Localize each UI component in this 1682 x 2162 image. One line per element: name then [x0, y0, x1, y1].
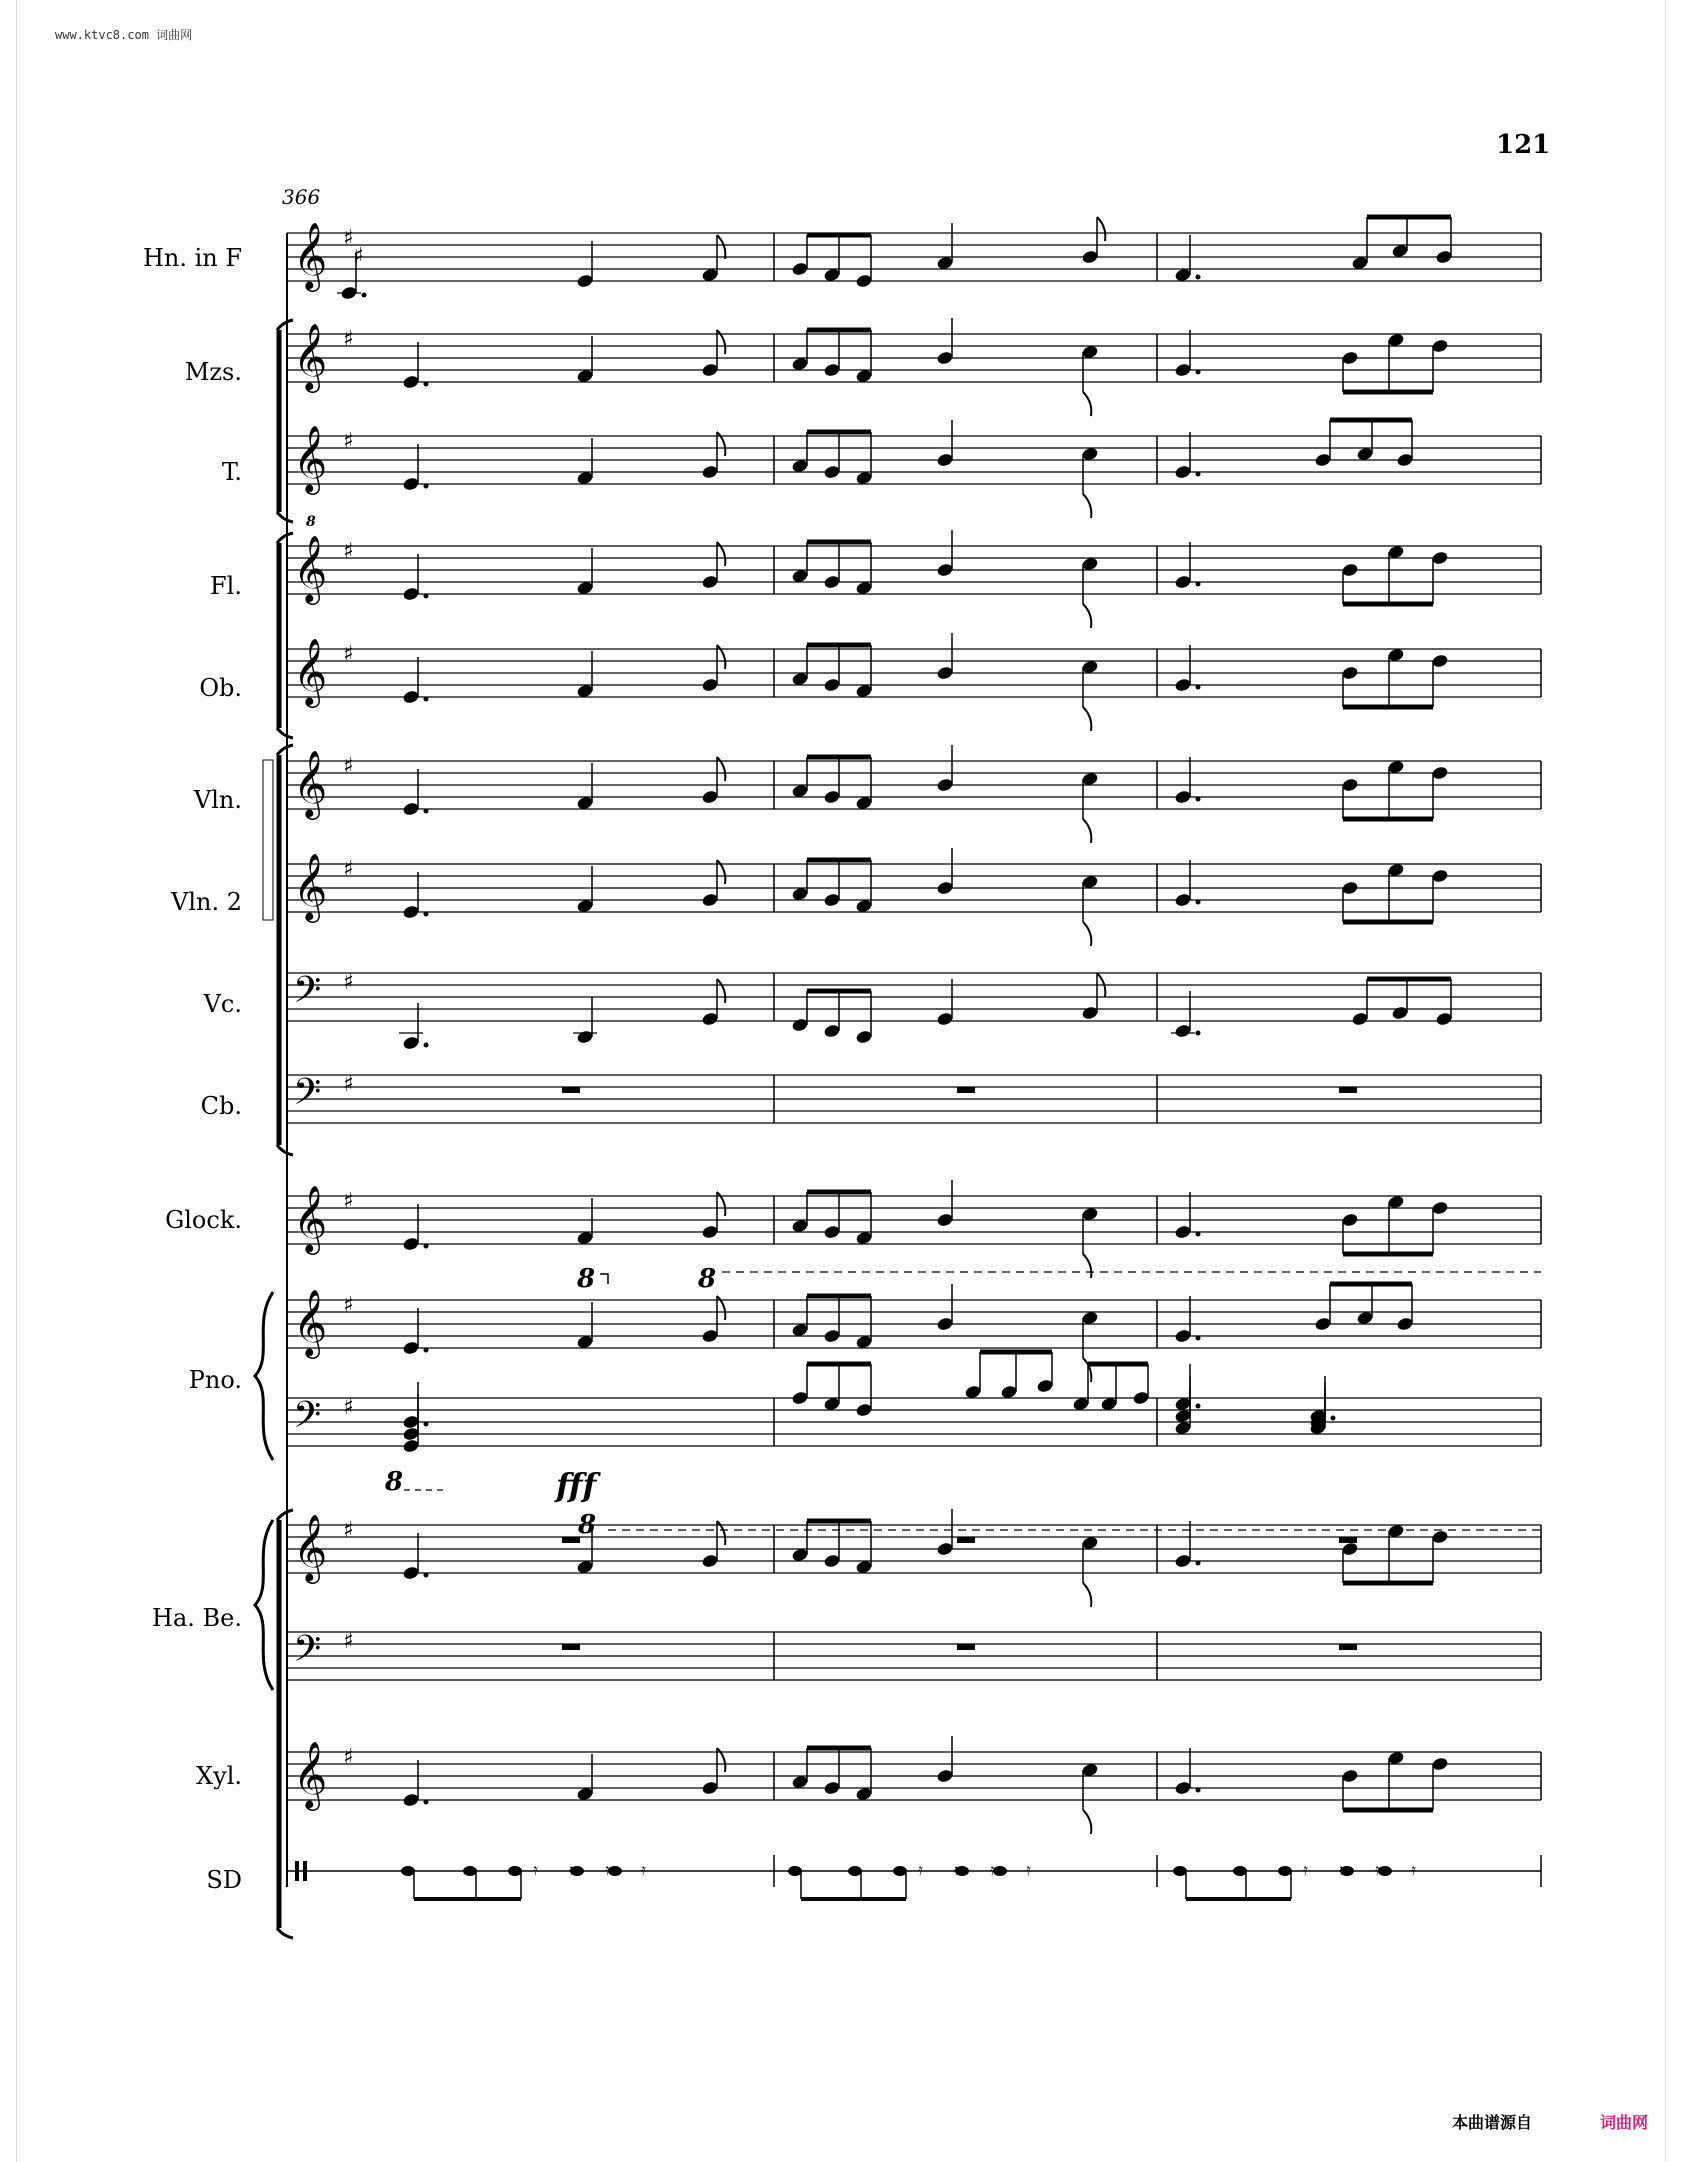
instrument-label: Ob. — [199, 674, 242, 702]
bass-clef-icon: 𝄢 — [293, 969, 322, 1020]
note-head — [1233, 1866, 1247, 1876]
note-head — [1173, 1866, 1187, 1876]
note-flag — [1083, 1810, 1091, 1834]
instrument-label: Vc. — [203, 990, 242, 1018]
sharp-icon: ♯ — [343, 539, 354, 564]
note-head — [1378, 1866, 1392, 1876]
sharp-icon: ♯ — [343, 327, 354, 352]
sharp-icon: ♯ — [343, 1745, 354, 1770]
note-dot — [424, 1422, 429, 1427]
treble-clef-icon: 𝄞 — [293, 1513, 328, 1581]
treble-clef-icon: 𝄞 — [293, 534, 328, 602]
note-dot — [424, 809, 429, 814]
sharp-icon: ♯ — [353, 244, 364, 269]
note-dot — [362, 293, 367, 298]
footer-site-logo: 词曲网 — [1600, 2113, 1649, 2132]
sharp-icon: ♯ — [343, 1629, 354, 1654]
bracket-winds — [277, 533, 293, 543]
bass-clef-icon: 𝄢 — [293, 1628, 322, 1679]
sharp-icon: ♯ — [343, 1189, 354, 1214]
note-dot — [424, 912, 429, 917]
bracket-voices — [277, 512, 293, 522]
note-flag — [1083, 604, 1091, 628]
note-head — [788, 1866, 802, 1876]
note-head — [401, 1866, 415, 1876]
note-dot — [1196, 1788, 1201, 1793]
treble-clef-icon: 𝄞 — [293, 322, 328, 390]
note-dot — [1196, 582, 1201, 587]
note-dot — [1196, 1232, 1201, 1237]
rest-icon: 𝄿 — [641, 1860, 646, 1879]
instrument-label: Pno. — [188, 1366, 242, 1394]
note-dot — [1196, 1031, 1201, 1036]
instrument-label: Fl. — [210, 572, 242, 600]
sharp-icon: ♯ — [343, 1395, 354, 1420]
bass-clef-icon: 𝄢 — [293, 1394, 322, 1445]
sharp-icon: ♯ — [343, 429, 354, 454]
whole-rest-icon — [957, 1537, 975, 1543]
note-dot — [1196, 370, 1201, 375]
note-head — [1278, 1866, 1292, 1876]
note-flag — [1083, 922, 1091, 946]
sharp-icon: ♯ — [343, 1072, 354, 1097]
treble-clef-icon: 𝄞 — [293, 1184, 328, 1252]
instrument-label: Ha. Be. — [152, 1604, 242, 1632]
instrument-label: Glock. — [165, 1206, 242, 1234]
ottava-bracket — [600, 1274, 608, 1284]
treble-clef-icon: 𝄞 — [293, 424, 328, 492]
sharp-icon: ♯ — [343, 226, 354, 251]
note-dot — [1196, 472, 1201, 477]
note-head — [993, 1866, 1007, 1876]
note-dot — [1196, 685, 1201, 690]
note-dot — [424, 484, 429, 489]
percussion-clef-icon — [295, 1861, 299, 1881]
note-flag — [717, 235, 725, 259]
whole-rest-icon — [562, 1087, 580, 1093]
note-head — [508, 1866, 522, 1876]
note-head — [893, 1866, 907, 1876]
whole-rest-icon — [1339, 1644, 1357, 1650]
rest-icon: 𝄿 — [605, 1860, 610, 1879]
sharp-icon: ♯ — [343, 754, 354, 779]
treble-clef-icon: 𝄞 — [293, 221, 328, 289]
instrument-label: Mzs. — [184, 358, 242, 386]
note-flag — [1083, 707, 1091, 731]
note-head — [463, 1866, 477, 1876]
sharp-icon: ♯ — [343, 970, 354, 995]
sharp-icon: ♯ — [343, 1293, 354, 1318]
treble-clef-icon: 𝄞 — [293, 637, 328, 705]
note-dot — [424, 594, 429, 599]
whole-rest-icon — [957, 1644, 975, 1650]
sharp-icon: ♯ — [343, 857, 354, 882]
rest-icon: 𝄿 — [1303, 1860, 1308, 1879]
rest-icon: 𝄿 — [1339, 1860, 1344, 1879]
whole-rest-icon — [1339, 1537, 1357, 1543]
note-dot — [1196, 1561, 1201, 1566]
instrument-label: T. — [221, 458, 242, 486]
rest-icon: 𝄿 — [990, 1860, 995, 1879]
note-dot — [1331, 1416, 1336, 1421]
ottava-mark: 8 — [698, 1264, 717, 1294]
rest-icon: 𝄿 — [954, 1860, 959, 1879]
dynamic-mark: fff — [556, 1466, 597, 1504]
note-flag — [1083, 392, 1091, 416]
note-dot — [424, 382, 429, 387]
note-dot — [424, 1348, 429, 1353]
sharp-icon: ♯ — [343, 1518, 354, 1543]
instrument-label: Xyl. — [196, 1762, 242, 1790]
clef-octave-mark: 8 — [306, 514, 316, 530]
percussion-clef-icon — [303, 1861, 307, 1881]
watermark-text: www.ktvc8.com 词曲网 — [55, 28, 193, 42]
footer-source-text: 本曲谱源自 — [1452, 2113, 1533, 2132]
whole-rest-icon — [562, 1644, 580, 1650]
instrument-label: Cb. — [200, 1092, 242, 1120]
instrument-label: Hn. in F — [142, 244, 242, 272]
note-head — [848, 1866, 862, 1876]
page-number: 121 — [1496, 130, 1551, 160]
note-flag — [1083, 494, 1091, 518]
bracket-percussion — [277, 1510, 293, 1520]
note-dot — [1196, 1336, 1201, 1341]
note-dot — [424, 1573, 429, 1578]
rest-icon: 𝄿 — [569, 1860, 574, 1879]
bracket-percussion — [277, 1928, 293, 1938]
harp-brace — [255, 1520, 273, 1690]
treble-clef-icon: 𝄞 — [293, 1740, 328, 1808]
note-dot — [1196, 275, 1201, 280]
note-dot — [1196, 797, 1201, 802]
treble-clef-icon: 𝄞 — [293, 1288, 328, 1356]
note-flag — [1083, 819, 1091, 843]
instrument-label: Vln. 2 — [171, 888, 242, 916]
piano-brace — [255, 1292, 273, 1460]
instrument-label: SD — [206, 1866, 242, 1894]
note-dot — [424, 1800, 429, 1805]
note-flag — [717, 979, 725, 1003]
note-dot — [424, 1043, 429, 1048]
treble-clef-icon: 𝄞 — [293, 852, 328, 920]
sharp-icon: ♯ — [343, 642, 354, 667]
treble-clef-icon: 𝄞 — [293, 749, 328, 817]
note-dot — [1196, 900, 1201, 905]
ottava-mark: 8 — [577, 1264, 596, 1294]
whole-rest-icon — [1339, 1087, 1357, 1093]
instrument-label: Vln. — [193, 786, 242, 814]
note-flag — [1083, 1254, 1091, 1278]
rest-icon: 𝄿 — [1411, 1860, 1416, 1879]
ottava-mark: 8 — [385, 1467, 404, 1497]
note-head — [608, 1866, 622, 1876]
rest-icon: 𝄿 — [918, 1860, 923, 1879]
ottava-mark: 8 — [578, 1510, 597, 1540]
bracket-voices — [277, 320, 293, 330]
rest-icon: 𝄿 — [533, 1860, 538, 1879]
rest-icon: 𝄿 — [1026, 1860, 1031, 1879]
note-flag — [1097, 217, 1105, 241]
violin-subbracket — [263, 760, 273, 920]
note-dot — [424, 1244, 429, 1249]
note-dot — [1196, 1404, 1201, 1409]
note-flag — [1083, 1583, 1091, 1607]
rest-icon: 𝄿 — [1375, 1860, 1380, 1879]
whole-rest-icon — [957, 1087, 975, 1093]
bass-clef-icon: 𝄢 — [293, 1071, 322, 1122]
bracket-winds — [277, 728, 293, 738]
bracket-strings — [277, 745, 293, 755]
bracket-strings — [277, 1145, 293, 1155]
note-dot — [424, 697, 429, 702]
measure-number: 366 — [282, 185, 321, 209]
